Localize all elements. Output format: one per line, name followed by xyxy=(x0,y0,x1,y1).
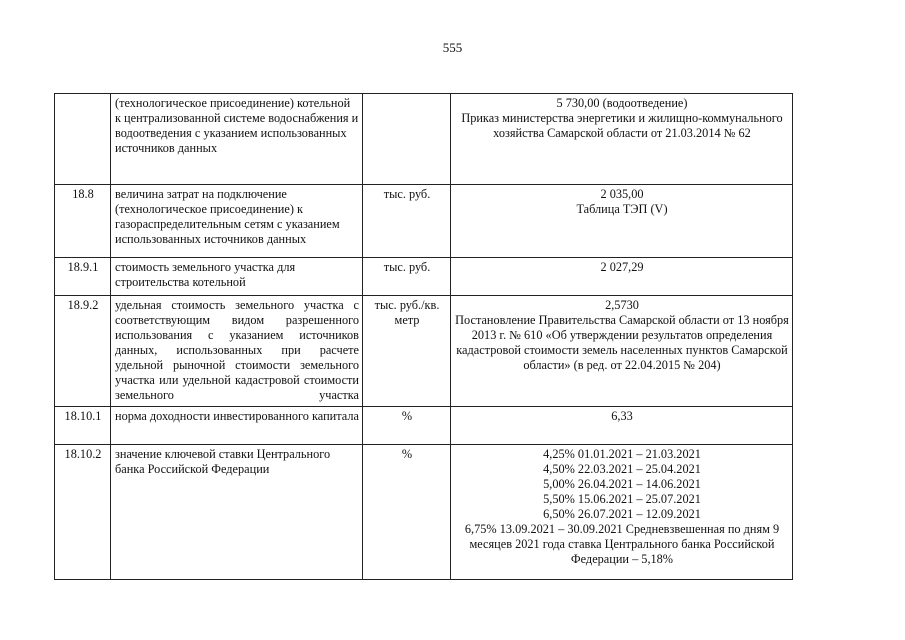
row-unit: тыс. руб. xyxy=(363,185,451,258)
value-line: 6,75% 13.09.2021 – 30.09.2021 Средневзвешенная по дням 9 месяцев 2021 года ставка Центрального банка Российской Федерации – 5,18% xyxy=(464,522,780,566)
row-value xyxy=(451,407,793,445)
row-description: величина затрат на подключение (технологическое присоединение) к газораспределительным сетям с указанием использованных источников данных xyxy=(111,185,363,258)
row-description: стоимость земельного участка для строительства котельной xyxy=(111,258,363,296)
row-number: 18.10.2 xyxy=(55,445,111,580)
row-description: значение ключевой ставки Центрального банка Российской Федерации xyxy=(111,445,363,580)
value-line: 4,25% 01.01.2021 – 21.03.2021 xyxy=(543,447,701,461)
value-line: 5,00% 26.04.2021 – 14.06.2021 xyxy=(543,477,701,491)
row-unit: тыс. руб./кв. метр xyxy=(363,296,451,407)
row-description: норма доходности инвестированного капитала xyxy=(111,407,363,445)
value-line: 4,50% 22.03.2021 – 25.04.2021 xyxy=(543,462,701,476)
row-number: 18.9.1 xyxy=(55,258,111,296)
value-line: Приказ министерства энергетики и жилищно-коммунального хозяйства Самарской области от 21.03.2014 № 62 xyxy=(461,111,783,140)
table-row xyxy=(55,407,793,445)
value-line: Таблица ТЭП (V) xyxy=(576,202,668,216)
row-number: 18.8 xyxy=(55,185,111,258)
row-value xyxy=(451,296,793,407)
value-line: 6,33 xyxy=(611,409,633,423)
row-unit: тыс. руб. xyxy=(363,258,451,296)
table-row xyxy=(55,185,793,258)
value-line: Постановление Правительства Самарской области от 13 ноября 2013 г. № 610 «Об утверждении результатов определения кадастровой стоимости земель населенных пунктов Самарской области» (в ред. от 22.04.2015 № 204) xyxy=(455,313,789,372)
value-line: 6,50% 26.07.2021 – 12.09.2021 xyxy=(543,507,701,521)
value-line: 2 035,00 xyxy=(600,187,644,201)
row-number: 18.10.1 xyxy=(55,407,111,445)
row-value xyxy=(451,94,793,185)
table-row xyxy=(55,94,793,185)
parameters-table xyxy=(54,93,793,580)
table-row xyxy=(55,445,793,580)
row-unit: % xyxy=(363,445,451,580)
row-number: 18.9.2 xyxy=(55,296,111,407)
table-row xyxy=(55,258,793,296)
value-line: 5,50% 15.06.2021 – 25.07.2021 xyxy=(543,492,701,506)
row-unit xyxy=(363,94,451,185)
value-line: 2,5730 xyxy=(605,298,639,312)
row-number xyxy=(55,94,111,185)
row-value xyxy=(451,258,793,296)
value-line: 5 730,00 (водоотведение) xyxy=(556,96,688,110)
row-value xyxy=(451,185,793,258)
row-unit: % xyxy=(363,407,451,445)
row-description: (технологическое присоединение) котельной к централизованной системе водоснабжения и водоотведения с указанием использованных источников данных xyxy=(111,94,363,185)
row-description: удельная стоимость земельного участка с соответствующим видом разрешенного использования с указанием источников данных, использованных при расчете удельной рыночной стоимости земельного участка или удельной кадастровой стоимости земельного участка xyxy=(111,296,363,407)
value-line: 2 027,29 xyxy=(600,260,644,274)
table-row xyxy=(55,296,793,407)
row-value xyxy=(451,445,793,580)
page-number: 555 xyxy=(442,40,463,55)
